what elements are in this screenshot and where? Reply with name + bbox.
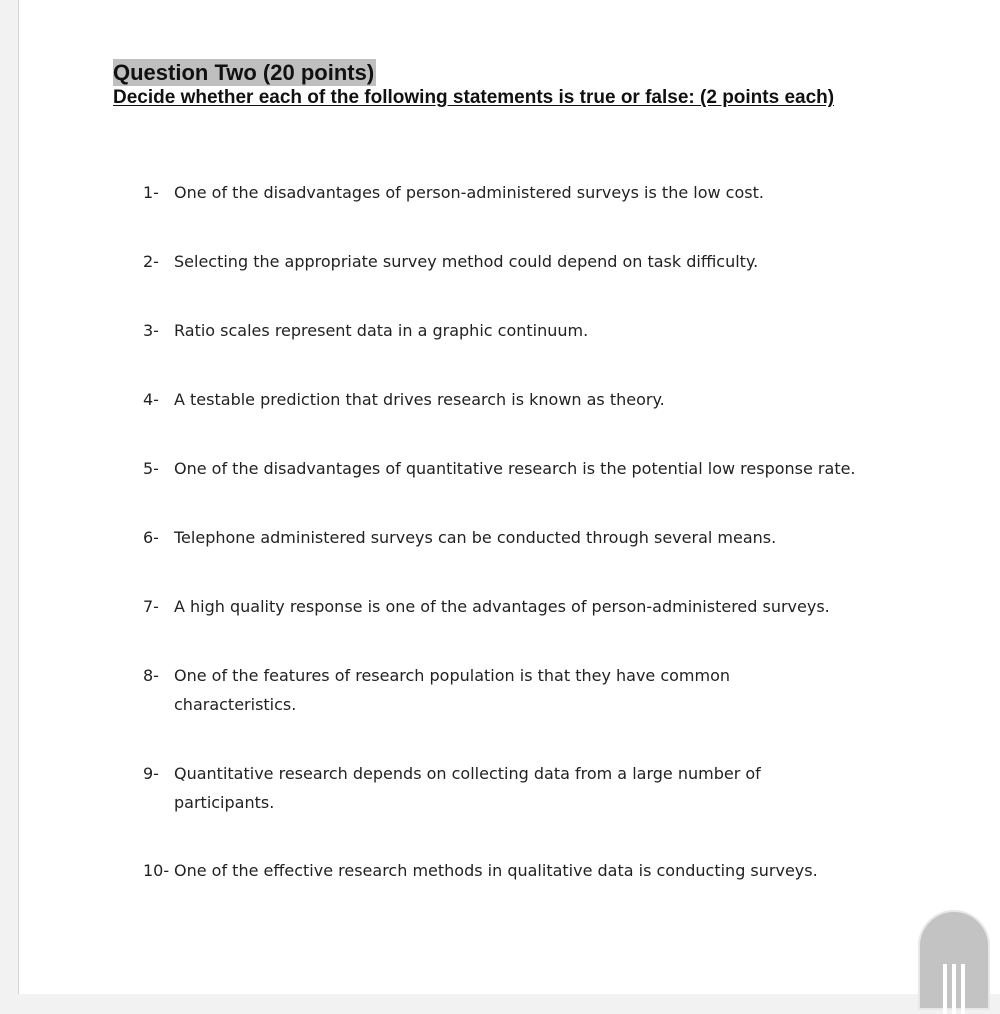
question-instructions: Decide whether each of the following statements is true or false: (2 points each) bbox=[113, 87, 835, 108]
statement-item bbox=[143, 247, 903, 276]
statement-item bbox=[143, 385, 903, 414]
grip-line bbox=[943, 964, 947, 1014]
statement-item bbox=[143, 856, 903, 885]
statement-number: 2- bbox=[143, 252, 159, 271]
question-title: Question Two (20 points) bbox=[113, 60, 375, 85]
statement-number: 9- bbox=[143, 764, 159, 783]
statement-text: One of the effective research methods in qualitative data is conducting surveys. bbox=[174, 861, 818, 880]
statement-number: 1- bbox=[143, 183, 159, 202]
statement-number: 10- bbox=[143, 861, 170, 880]
statement-number: 3- bbox=[143, 321, 159, 340]
statement-text: A testable prediction that drives research is known as theory. bbox=[174, 390, 665, 409]
statement-item bbox=[143, 454, 903, 483]
document-page bbox=[18, 0, 1000, 994]
statement-number: 8- bbox=[143, 666, 159, 685]
statement-text: Ratio scales represent data in a graphic continuum. bbox=[174, 321, 589, 340]
statement-number: 4- bbox=[143, 390, 159, 409]
statement-item bbox=[143, 759, 903, 817]
statement-text: Telephone administered surveys can be conducted through several means. bbox=[174, 528, 777, 547]
statement-item bbox=[143, 523, 903, 552]
statement-number: 5- bbox=[143, 459, 159, 478]
scroll-handle-icon[interactable] bbox=[918, 910, 990, 1010]
statement-item bbox=[143, 178, 903, 207]
grip-line bbox=[952, 964, 956, 1014]
statement-number: 7- bbox=[143, 597, 159, 616]
statement-text: Selecting the appropriate survey method could depend on task difficulty. bbox=[174, 252, 759, 271]
statement-item bbox=[143, 316, 903, 345]
statement-text: A high quality response is one of the advantages of person-administered surveys. bbox=[174, 597, 830, 616]
statement-text: One of the disadvantages of person-administered surveys is the low cost. bbox=[174, 183, 764, 202]
statement-item bbox=[143, 661, 903, 719]
question-header bbox=[113, 59, 853, 109]
statement-text: Quantitative research depends on collecting data from a large number of participants. bbox=[174, 764, 761, 812]
statement-item bbox=[143, 592, 903, 621]
statement-number: 6- bbox=[143, 528, 159, 547]
statement-text: One of the disadvantages of quantitative research is the potential low response rate. bbox=[174, 459, 856, 478]
statement-text: One of the features of research population is that they have common characteristics. bbox=[174, 666, 731, 714]
grip-line bbox=[961, 964, 965, 1014]
